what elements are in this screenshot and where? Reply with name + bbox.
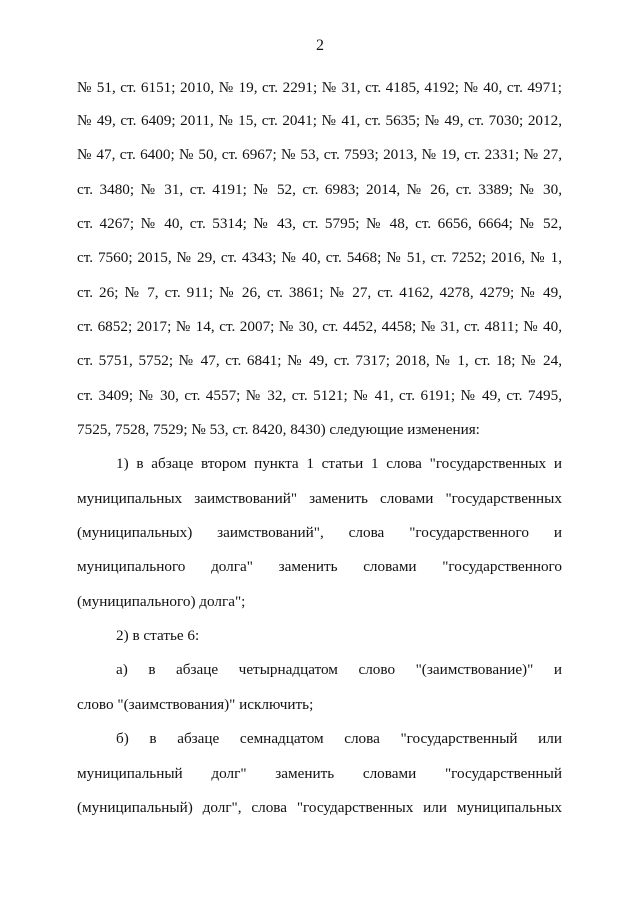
text-line: ст. 6852; 2017; № 14, ст. 2007; № 30, ст. 4452, 4458; № 31, ст. 4811; № 40, — [77, 318, 562, 335]
text-line: ст. 4267; № 40, ст. 5314; № 43, ст. 5795; № 48, ст. 6656, 6664; № 52, — [77, 215, 562, 232]
text-line: ст. 26; № 7, ст. 911; № 26, ст. 3861; № 27, ст. 4162, 4278, 4279; № 49, — [77, 284, 562, 301]
text-line: ст. 7560; 2015, № 29, ст. 4343; № 40, ст. 5468; № 51, ст. 7252; 2016, № 1, — [77, 249, 562, 266]
text-line: (муниципальный) долг", слова "государственных или муниципальных — [77, 799, 562, 816]
text-line: № 49, ст. 6409; 2011, № 15, ст. 2041; № 41, ст. 5635; № 49, ст. 7030; 2012, — [77, 112, 562, 129]
text-line: 1) в абзаце втором пункта 1 статьи 1 слова "государственных и — [116, 455, 562, 472]
text-line: слово "(заимствования)" исключить; — [77, 696, 314, 713]
text-line: муниципальных заимствований" заменить словами "государственных — [77, 490, 562, 507]
text-line: (муниципального) долга"; — [77, 593, 246, 610]
text-line: б) в абзаце семнадцатом слова "государственный или — [116, 730, 562, 747]
text-line: № 47, ст. 6400; № 50, ст. 6967; № 53, ст. 7593; 2013, № 19, ст. 2331; № 27, — [77, 146, 562, 163]
text-line: 7525, 7528, 7529; № 53, ст. 8420, 8430) следующие изменения: — [77, 421, 480, 438]
text-line: муниципального долга" заменить словами "государственного — [77, 558, 562, 575]
text-line: муниципальный долг" заменить словами "государственный — [77, 765, 562, 782]
text-line: ст. 3409; № 30, ст. 4557; № 32, ст. 5121; № 41, ст. 6191; № 49, ст. 7495, — [77, 387, 562, 404]
text-line: а) в абзаце четырнадцатом слово "(заимствование)" и — [116, 661, 562, 678]
text-line: (муниципальных) заимствований", слова "государственного и — [77, 524, 562, 541]
text-line: ст. 3480; № 31, ст. 4191; № 52, ст. 6983; 2014, № 26, ст. 3389; № 30, — [77, 181, 562, 198]
text-line: № 51, ст. 6151; 2010, № 19, ст. 2291; № 31, ст. 4185, 4192; № 40, ст. 4971; — [77, 79, 562, 96]
page-number: 2 — [316, 37, 324, 54]
text-line: 2) в статье 6: — [116, 627, 200, 644]
text-line: ст. 5751, 5752; № 47, ст. 6841; № 49, ст. 7317; 2018, № 1, ст. 18; № 24, — [77, 352, 562, 369]
